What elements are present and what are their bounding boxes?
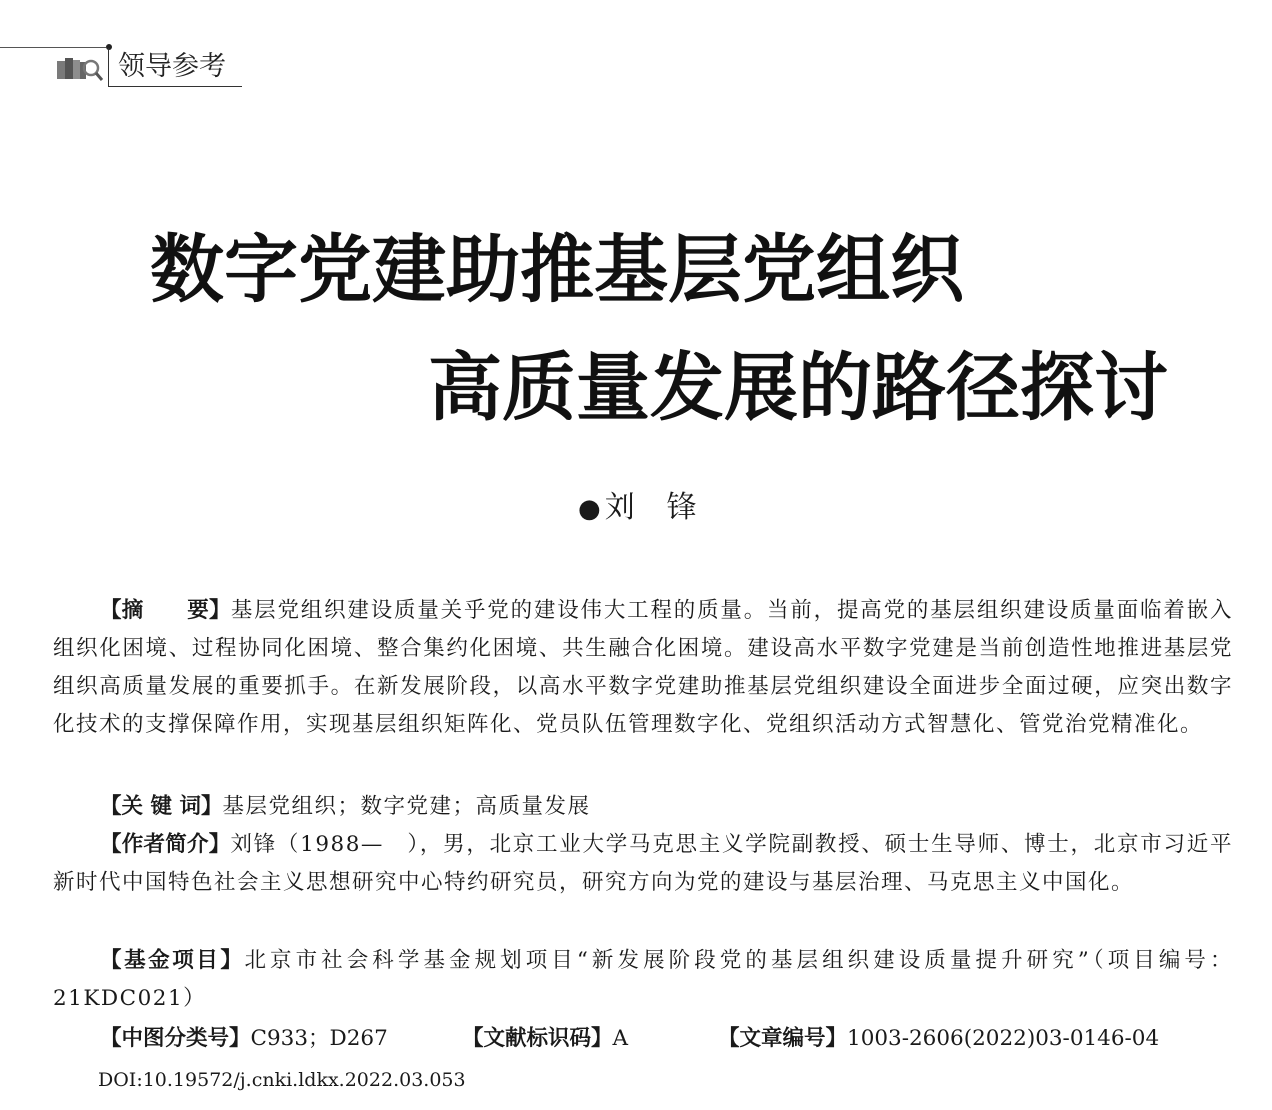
keywords-text: 基层党组织；数字党建；高质量发展 <box>222 794 591 819</box>
abstract-label: 【摘 要】 <box>100 598 231 623</box>
classification-row <box>100 1020 1240 1058</box>
header-dot <box>106 44 112 50</box>
fund-text: 北京市社会科学基金规划项目“新发展阶段党的基层组织建设质量提升研究”（项目编号：21KDC021） <box>53 948 1233 1011</box>
fund-project <box>53 942 1233 1018</box>
book-magnifier-icon <box>56 53 104 83</box>
clc-label: 【中图分类号】 <box>100 1026 251 1051</box>
keywords-label: 【关 键 词】 <box>100 794 223 819</box>
header-rule <box>0 47 106 48</box>
article-number-label: 【文章编号】 <box>718 1026 848 1051</box>
article-number-value: 1003-2606(2022)03-0146-04 <box>847 1026 1160 1051</box>
document-code-label: 【文献标识码】 <box>462 1026 613 1051</box>
author-intro-text: 刘锋（1988— ），男，北京工业大学马克思主义学院副教授、硕士生导师、博士，北京市习近平新时代中国特色社会主义思想研究中心特约研究员，研究方向为党的建设与基层治理、马克思主义中国化。 <box>53 832 1233 895</box>
author-bullet: ● <box>578 494 601 524</box>
header-divider <box>108 48 109 86</box>
document-code <box>462 1020 628 1058</box>
column-name: 领导参考 <box>118 51 226 82</box>
fund-label: 【基金项目】 <box>100 948 245 973</box>
title-line-2: 高质量发展的路径探讨 <box>428 345 1168 431</box>
title-line-1: 数字党建助推基层党组织 <box>150 227 964 313</box>
abstract <box>53 592 1233 744</box>
author-intro-label: 【作者简介】 <box>100 832 231 857</box>
abstract-text: 基层党组织建设质量关乎党的建设伟大工程的质量。当前，提高党的基层组织建设质量面临着嵌入组织化困境、过程协同化困境、整合集约化困境、共生融合化困境。建设高水平数字党建是当前创造性地推进基层党组织高质量发展的重要抓手。在新发展阶段，以高水平数字党建助推基层党组织建设全面进步全面过硬，应突出数字化技术的支撑保障作用，实现基层组织矩阵化、党员队伍管理数字化、党组织活动方式智慧化、管党治党精准化。 <box>53 598 1233 737</box>
clc-value: C933；D267 <box>250 1026 388 1051</box>
keywords <box>53 788 1233 826</box>
article-number <box>718 1020 1159 1058</box>
document-code-value: A <box>612 1026 629 1051</box>
author-intro <box>53 826 1233 902</box>
header-underline <box>108 86 242 87</box>
author-name: 刘锋 <box>604 490 729 525</box>
author-byline <box>578 488 729 529</box>
clc-number <box>100 1020 388 1058</box>
doi: DOI:10.19572/j.cnki.ldkx.2022.03.053 <box>98 1069 466 1091</box>
